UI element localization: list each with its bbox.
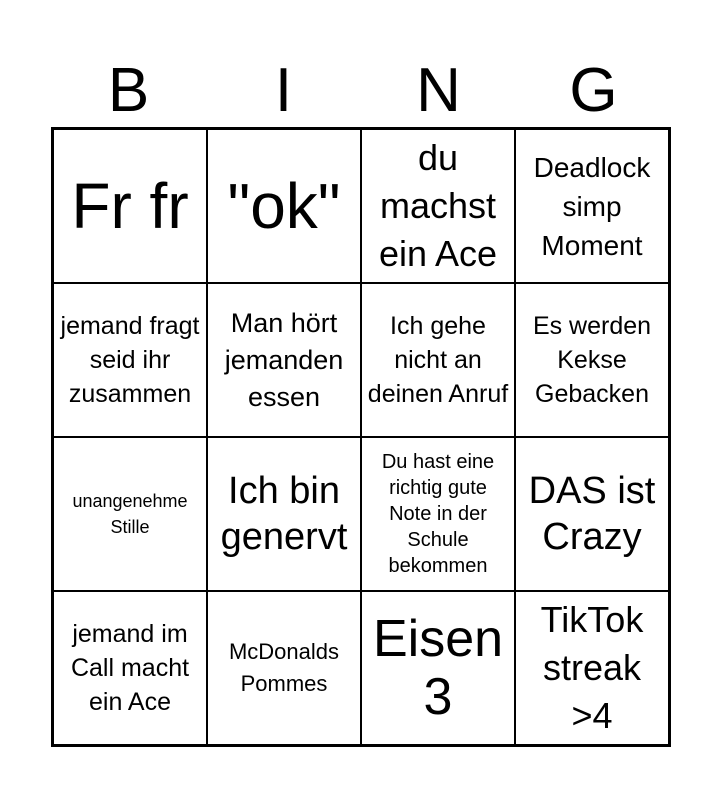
header-letter-i: I [274,56,293,125]
cell-text: unangenehme Stille [72,491,188,537]
bingo-cell[interactable] [361,129,515,283]
cell-text: Ich bin genervt [220,470,348,558]
header-letter-n: N [416,56,461,125]
bingo-cell[interactable] [53,283,207,437]
cell-text: Fr fr [71,170,189,242]
cell-text: Eisen 3 [372,610,504,726]
bingo-cell[interactable] [53,591,207,745]
cell-text: du machst ein Ace [378,137,498,274]
header-letter-g: G [569,56,618,125]
bingo-cell[interactable] [207,437,361,591]
cell-text: jemand im Call macht ein Ace [70,620,190,716]
cell-text: DAS ist Crazy [528,470,656,558]
bingo-cell[interactable] [515,129,669,283]
cell-text: Man hört jemanden essen [224,307,344,412]
cell-text: Deadlock simp Moment [533,151,651,261]
cell-text: jemand fragt seid ihr zusammen [60,312,200,408]
bingo-cell[interactable] [207,591,361,745]
bingo-cell[interactable] [53,129,207,283]
cell-text: Es werden Kekse Gebacken [532,312,652,408]
bingo-cell[interactable] [515,591,669,745]
bingo-cell[interactable] [207,129,361,283]
bingo-cell[interactable] [207,283,361,437]
bingo-header [51,58,671,124]
cell-text: Du hast eine richtig gute Note in der Schule bekommen [381,451,495,577]
cell-text: Ich gehe nicht an deinen Anruf [367,312,509,408]
bingo-cell[interactable] [53,437,207,591]
cell-text: McDonalds Pommes [228,639,340,696]
cell-text: TikTok streak >4 [540,599,644,736]
bingo-cell[interactable] [361,591,515,745]
bingo-cell[interactable] [515,283,669,437]
bingo-cell[interactable] [361,283,515,437]
cell-text: "ok" [227,170,341,242]
bingo-cell[interactable] [515,437,669,591]
bingo-cell[interactable] [361,437,515,591]
header-letter-b: B [107,56,150,125]
bingo-board [51,127,671,747]
